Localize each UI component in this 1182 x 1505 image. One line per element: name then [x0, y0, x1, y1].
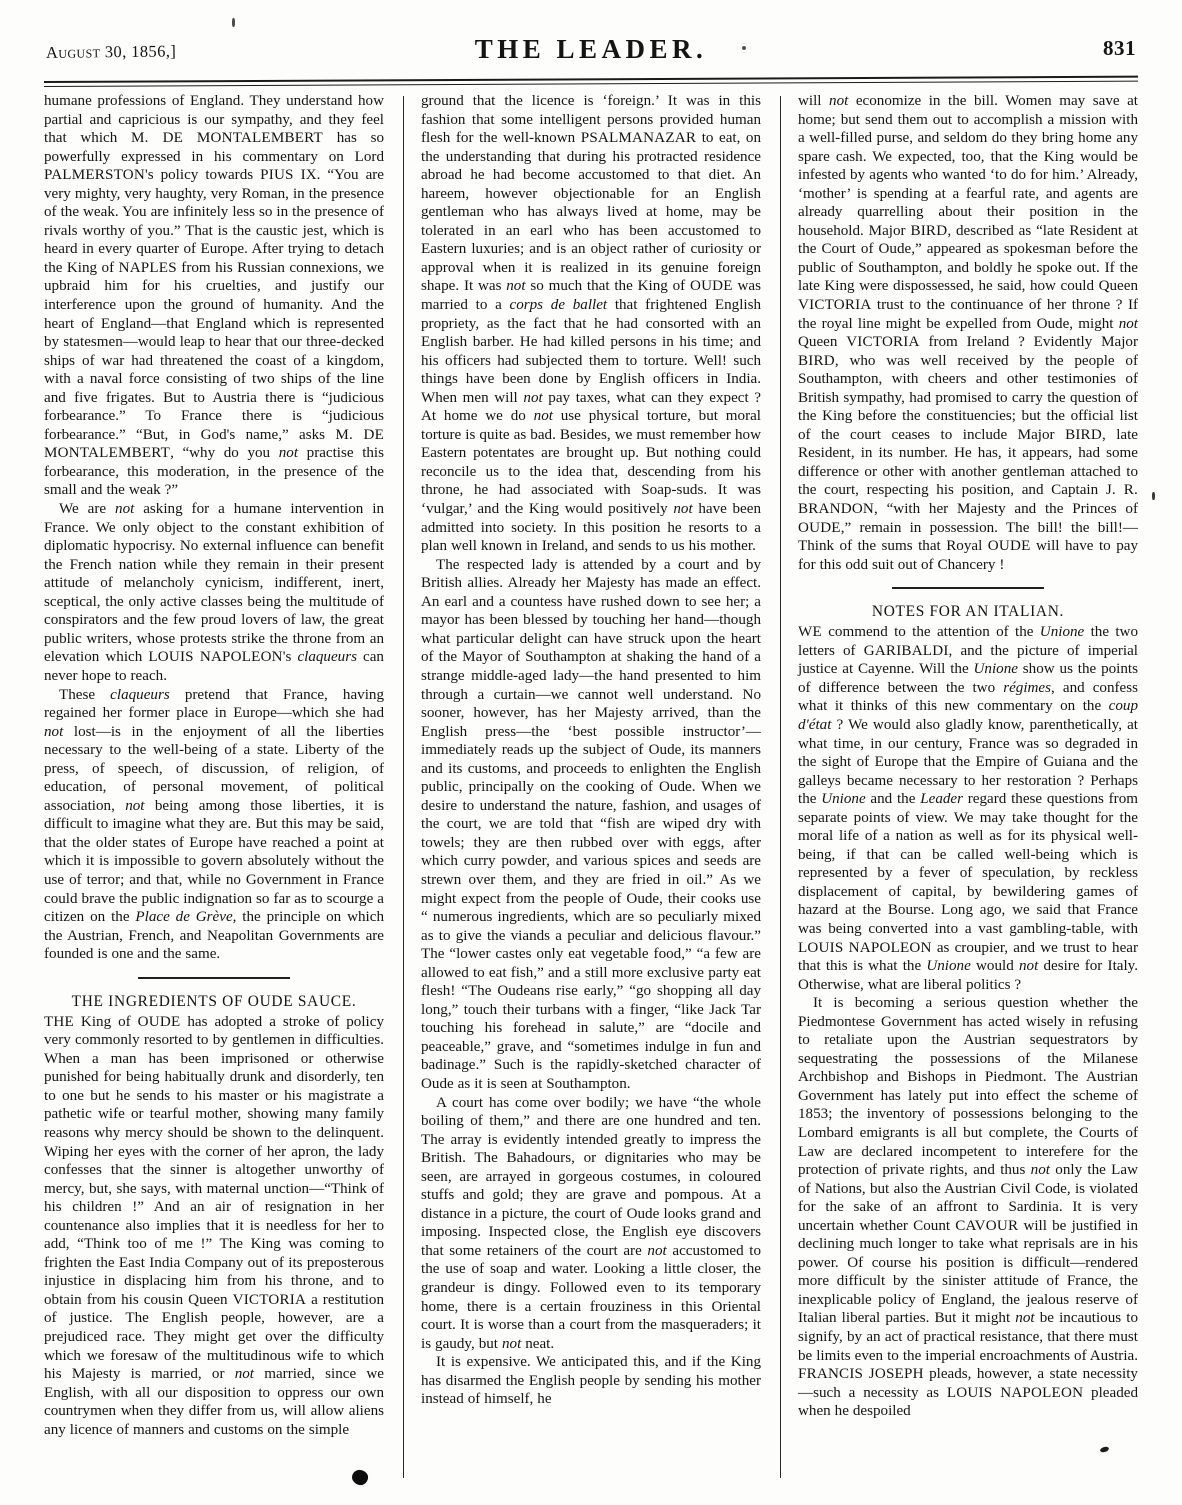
small-caps-name: THE — [44, 1013, 74, 1030]
italic-phrase: Leader — [920, 791, 963, 808]
article-paragraph: humane professions of England. They understand how partial and capricious is our sympathy, and they feel that which M. DE MONTALEMBERT has so powerfully expressed in his commentary on Lord PALMERSTON's policy towards PIUS IX. “You are very mighty, very haughty, very Roman, in the presence of the weak. You are infinitely less so in the presence of rivals worthy of you.” That is the caustic jest, which is heard in every quarter of Europe. After trying to detach the King of NAPLES from his Russian connexions, we upbraid him for his cruelties, and justify our interference upon the ground of humanity. And the heart of England—that England which is represented by statesmen—would leap to hear that our three-decked ships of war had threatened the coast of a kingdom, with a naval force consisting of two ships of the line and five frigates. But to Austria there is “judicious forbearance.” To France there is “judicious forbearance.” “But, in God's name,” asks M. DE MONTALEMBERT, “why do you not practise this forbearance, this moderation, in the presence of the small and the weak ?” — [44, 93, 385, 499]
italic-phrase: Unione — [973, 661, 1018, 678]
italic-phrase: Unione — [821, 791, 866, 808]
small-caps-name: BIRD — [910, 222, 948, 239]
small-caps-name: VICTORIA — [232, 1291, 307, 1308]
section-divider-rule — [892, 587, 1044, 589]
small-caps-name: M. DE — [335, 426, 384, 443]
small-caps-name: BIRD — [1065, 426, 1102, 443]
italic-phrase: not — [44, 723, 64, 740]
small-caps-name: NAPOLEON — [1000, 1384, 1084, 1401]
small-caps-name: NAPLES — [118, 259, 177, 276]
article-paragraph: We are not asking for a humane intervention in France. We only object to the constant exhibition of diplomatic hypocrisy. No external influence can benefit the French nation while they remain in their present attitude of melancholy cynicism, indifferent, inert, sceptical, the only active classes being the multitude of conspirators and the few proud lovers of law, the great public writers, whose protests strike the throne from an elevation which LOUIS NAPOLEON's claqueurs can never hope to reach. — [44, 501, 384, 684]
italic-phrase: not — [673, 501, 693, 518]
small-caps-name: MONTALEMBERT — [44, 445, 171, 462]
small-caps-name: OUDE — [137, 1013, 181, 1030]
italic-phrase: coup d'état — [798, 698, 1138, 733]
ink-speck-artifact — [1152, 492, 1155, 500]
issue-date: August 30, 1856,] — [45, 41, 177, 62]
small-caps-name: PIUS — [260, 167, 294, 184]
italic-phrase: not — [125, 797, 145, 814]
text-column-3 — [798, 92, 1138, 1492]
italic-phrase: not — [647, 1242, 667, 1259]
italic-phrase: not — [523, 389, 543, 406]
italic-phrase: not — [278, 445, 299, 462]
italic-phrase: claqueurs — [110, 686, 170, 703]
italic-phrase: not — [533, 408, 553, 425]
small-caps-name: LOUIS — [798, 939, 844, 956]
small-caps-name: PSALMANAZAR — [580, 130, 697, 147]
ink-speck-artifact — [232, 18, 235, 27]
article-heading: THE INGREDIENTS OF OUDE SAUCE. — [71, 992, 357, 1010]
text-column-1 — [44, 92, 384, 1492]
text-column-2 — [421, 92, 761, 1492]
article-paragraph: The respected lady is attended by a court and by British allies. Already her Majesty has made an effect. An earl and a countess have rushed down to see her; a mayor has been blessed by touching her hand—though what particular delight can have struck upon the heart of the Mayor of Southampton at shaking the hand of a strange middle-aged lady—the hand presented to him through a curtain—we cannot well understand. No sooner, however, has her Majesty arrived, than the English press—the ‘best possible instructor’—immediately reads up the subject of Oude, its manners and its customs, and proceeds to enlighten the English public, principally on the cooking of Oude. When we desire to understand the nature, fashion, and usages of the court, we are told that “fish are wiped dry with towels; they are then rubbed over with eggs, after which curry powder, and various spices and seeds are strewn over them, and they are fried in oil.” As we might expect from the people of Oude, their cooks use “ numerous ingredients, which are so peculiarly mixed as to give the viands a peculiar and delicious flavour.” The “lower castes only eat vegetable food,” “a few are allowed to eat fish,” and a still more exclusive party eat flesh! “The Oudeans rise early,” “go shopping all day long,” touch their turbans with a finger, “like Jack Tar touching his forehead in salute,” are “docile and peaceable,” grave, and “sometimes indulge in fun and badinage.” Such is the rapidly-sketched character of Oude as it is seen at Southampton. — [421, 556, 761, 1092]
section-divider-rule — [138, 977, 290, 979]
small-caps-name: LOUIS — [946, 1384, 993, 1401]
small-caps-name: NAPOLEON — [848, 939, 932, 956]
small-caps-name: VICTORIA — [798, 297, 872, 314]
italic-phrase: Unione — [1039, 624, 1085, 641]
small-caps-name: BIRD — [798, 352, 835, 369]
italic-phrase: régimes — [1003, 679, 1052, 696]
italic-phrase: not — [501, 1335, 522, 1352]
article-paragraph: WE commend to the attention of the Unione the two letters of GARIBALDI, and the picture of imperial justice at Cayenne. Will the Unione show us the points of difference between the two régimes, and confess what it thinks of this new commentary on the coup d'état ? We would also gladly know, parenthetically, at what time, in our century, France was so degraded in the sight of Europe that the Empire of Guiana and the galleys became necessary to her restoration ? Perhaps the Unione and the Leader regard these questions from separate points of view. We may take thought for the moral life of a nation as well as for its physical well-being, if that can be called well-being which is represented by a fever of speculation, by reckless displacement of capital, by bewildering games of hazard at the Bourse. Long ago, we said that France was being converted into a vast gambling-table, with LOUIS NAPOLEON as croupier, and we trust to hear that this is what the Unione would not desire for Italy. Otherwise, what are liberal politics ? — [798, 624, 1139, 993]
small-caps-name: NAPOLEON — [199, 649, 283, 666]
italic-phrase: claqueurs — [297, 649, 357, 666]
italic-phrase: not — [234, 1366, 254, 1383]
italic-phrase: not — [829, 93, 849, 109]
article-paragraph: These claqueurs pretend that France, having regained her former place in Europe—which she had not lost—is in the enjoyment of all the liberties necessary to the well-being of a state. Liberty of the press, of speech, of discussion, of religion, of education, of personal movement, of political association, not being among those liberties, it is difficult to imagine what they are. But this may be said, that the older states of Europe have reached a point at which it is impossible to govern absolutely without the use of terror; and that, while no Government in France could brave the public indignation so far as to scourge a citizen on the Place de Grève, the principle on which the Austrian, French, and Neapolitan Governments are founded is one and the same. — [44, 686, 384, 963]
small-caps-name: PALMERSTON — [44, 167, 145, 184]
paper-title: THE LEADER. — [474, 34, 708, 64]
italic-phrase: not — [1030, 1162, 1050, 1179]
small-caps-name: OUDE — [798, 519, 841, 536]
small-caps-name: WE — [798, 624, 822, 641]
article-heading: NOTES FOR AN ITALIAN. — [871, 603, 1065, 621]
small-caps-name: J. R. BRANDON — [798, 482, 1138, 518]
small-caps-name: GARIBALDI — [863, 642, 949, 659]
italic-phrase: Place de Grève — [135, 909, 233, 926]
masthead-rule — [44, 81, 1138, 86]
page-number: 831 — [1103, 36, 1136, 60]
column-container — [44, 92, 1138, 1492]
article-paragraph: THE King of OUDE has adopted a stroke of policy very commonly resorted to by gentlemen in difficulties. When a man has been imprisoned or otherwise punished for being habitually drunk and disorderly, ten to one but he sends to his master or his magistrate a pathetic wife or tearful mother, showing many family reasons why mercy should be shown to the delinquent. Wiping her eyes with the corner of her apron, the lady confesses that the sinner is altogether unworthy of mercy, but, she says, with maternal unction—“Think of his children !” And an air of resignation in her countenance also implies that it is needless for her to add, “Think too of me !” The King was coming to frighten the East India Company out of its preposterous injustice in displacing him from his throne, and to obtain from his cousin Queen VICTORIA a restitution of justice. The English people, however, are a prejudiced race. They might get over the difficulty which we foresaw of the multitudinous wife to which his Majesty is married, or not married, since we English, with all our disposition to oppress our own countrymen when they differ from us, will allow aliens any licence of manners and customs on the simple — [44, 1013, 384, 1438]
masthead — [46, 34, 1136, 78]
article-paragraph: will not economize in the bill. Women may save at home; but send them out to accomplish a mission with a well-filled purse, and seldom do they bring home any spare cash. We expected, too, that the King would be infested by agents who wanted ‘to do for him.’ Already, ‘mother’ is spending at a fearful rate, and agents are already quarrelling about their position in the household. Major BIRD, described as “late Resident at the Court of Oude,” appeared as spokesman before the public of Southampton, and boldly he spoke out. If the late King were dispossessed, he said, how could Queen VICTORIA trust to the continuance of her throne ? If the royal line might be expelled from Oude, might not Queen VICTORIA from Ireland ? Evidently Major BIRD, who was well received by the people of Southampton, with cheers and other testimonies of British sympathy, had promised to carry the question of the King before the constituencies; but the official list of the court ceases to include Major BIRD, late Resident, in its number. He has, it appears, had some difference or other with another gentleman attached to the court, respecting his position, and Captain J. R. BRANDON, “with her Majesty and the Princes of OUDE,” remain in possession. The bill! the bill!—Think of the sums that Royal OUDE will have to pay for this odd suit out of Chancery ! — [798, 93, 1138, 573]
small-caps-name: OUDE — [689, 278, 733, 295]
italic-phrase: corps de ballet — [509, 297, 608, 314]
small-caps-name: VICTORIA — [846, 334, 920, 351]
italic-phrase: not — [1015, 1310, 1035, 1327]
article-paragraph: It is expensive. We anticipated this, and if the King has disarmed the English people by sending his mother instead of himself, he — [421, 1354, 761, 1408]
italic-phrase: not — [115, 501, 135, 518]
small-caps-name: MONTALEMBERT — [196, 130, 323, 147]
italic-phrase: not — [1018, 958, 1039, 975]
article-paragraph: A court has come over bodily; we have “the whole boiling of them,” and there are one hundred and ten. The array is evidently intended greatly to impress the British. The Bahadours, or dignitaries who may be seen, are arrayed in gorgeous costumes, in coloured stuffs and gold; they are grave and pompous. At a distance in a picture, the court of Oude looks grand and imposing. Inspected close, the English eye discovers that some retainers of the court are not accustomed to the use of soap and water. Looking a little closer, the grandeur is dingy. Followed even to its temporary home, there is a certain frouziness in this Oriental court. It is worse than a court from the masqueraders; it is gaudy, but not neat. — [421, 1094, 761, 1352]
italic-phrase: not — [1118, 315, 1138, 332]
article-paragraph: ground that the licence is ‘foreign.’ It was in this fashion that some intelligent persons provided human flesh for the well-known PSALMANAZAR to eat, on the understanding that during his protracted residence abroad he had become accustomed to that diet. An hareem, however objectionable for an English gentleman who has always lived at home, may be tolerated in an earl who has been accustomed to Eastern luxuries; and is an object rather of curiosity or approval when it is realized in its genuine foreign shape. It was not so much that the King of OUDE was married to a corps de ballet that frightened English propriety, as the fact that he had consorted with an English barber. He had killed persons in his time; and his officers had subjected them to torture. Well! such things have been done by English officers in India. When men will not pay taxes, what can they expect ? At home we do not use physical torture, but moral torture is quite as bad. Besides, we must remember how Eastern potentates are brought up. But nothing could reconcile us to the idea that, descending from his throne, he had associated with Soap-suds. It was ‘vulgar,’ and the King would positively not have been admitted into society. In this position he resorts to a plan well known in Ireland, and sends to us his mother. — [421, 93, 762, 555]
article-paragraph: It is becoming a serious question whether the Piedmontese Government has acted wisely in refusing to retaliate upon the Austrian sequestrators by sequestrating the possessions of the Milanese Archbishop and Bishops in Piedmont. The Austrian Government has lately put into effect the scheme of 1853; the inventory of possessions belonging to the Lombard emigrants is all but complete, the Courts of Law are declared incompetent to interefere for the protection of private rights, and thus not only the Law of Nations, but also the Austrian Civil Code, is violated for the sake of an affront to Sardinia. It is very uncertain whether Count CAVOUR will be justified in declining much longer to take what reprisals are in his power. Of course his position is difficult—rendered more difficult by the sinister attitude of France, the inexplicable policy of England, the jealous reserve of Italian liberal parties. But it might not be incautious to signify, by an act of practical resistance, that there must be limits even to the imperial encroachments of Austria. FRANCIS JOSEPH pleads, however, a state necessity—such a necessity as LOUIS NAPOLEON pleaded when he despoiled — [798, 995, 1139, 1420]
small-caps-name: FRANCIS JOSEPH — [798, 1366, 924, 1383]
italic-phrase: not — [506, 278, 526, 295]
ink-speck-artifact — [742, 46, 746, 50]
small-caps-name: CAVOUR — [955, 1217, 1019, 1234]
small-caps-name: OUDE — [987, 538, 1031, 555]
italic-phrase: Unione — [926, 958, 971, 975]
small-caps-name: M. DE — [131, 130, 184, 147]
column-divider-2 — [761, 92, 798, 1492]
column-divider-1 — [384, 92, 421, 1492]
small-caps-name: LOUIS — [148, 649, 194, 666]
